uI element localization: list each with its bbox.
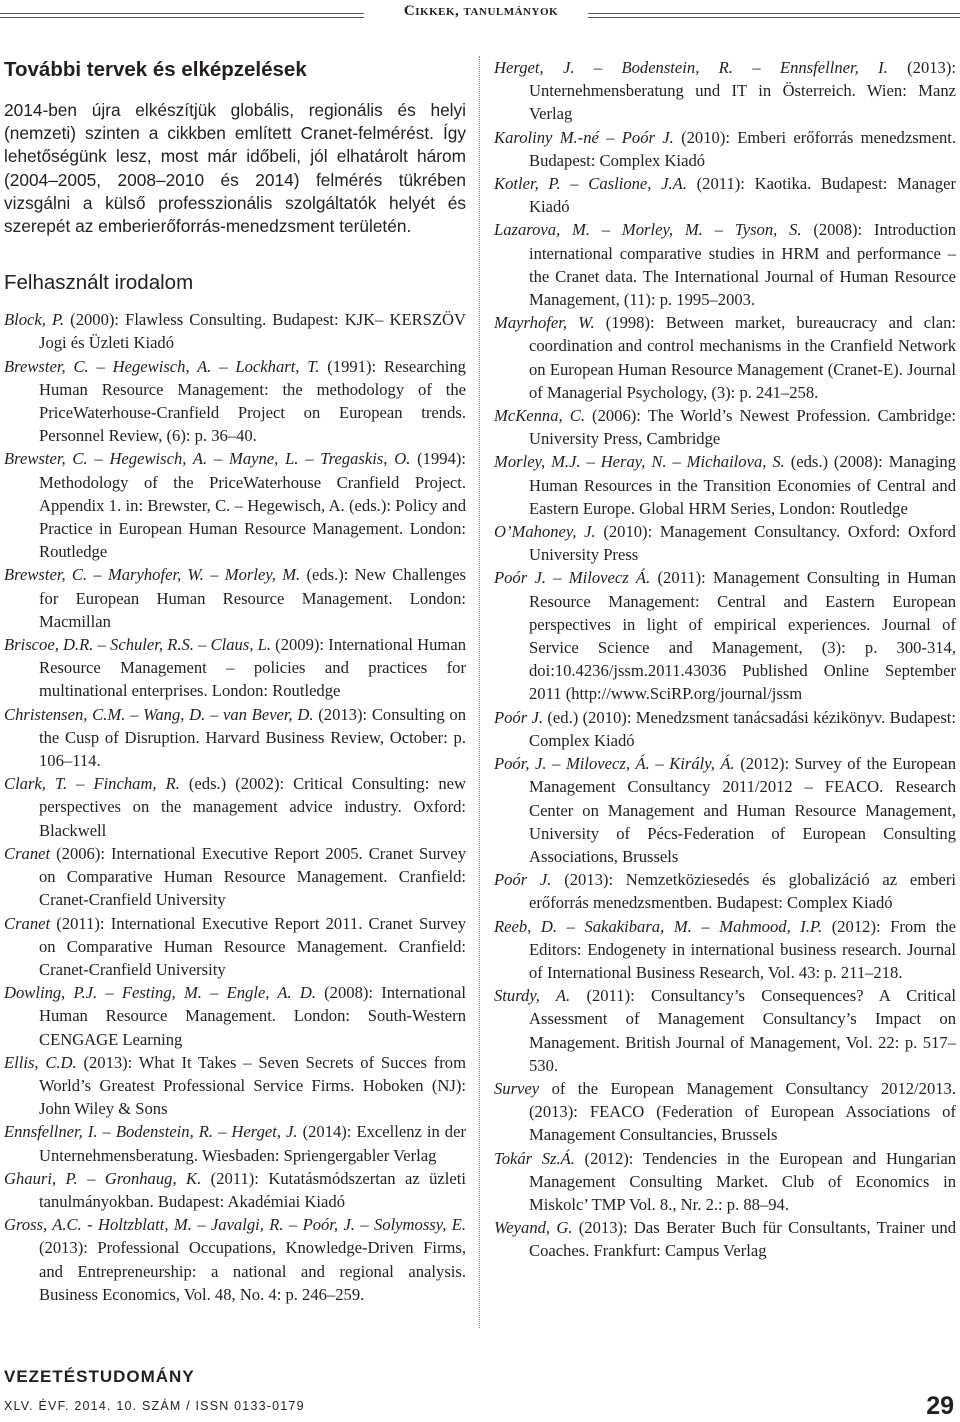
reference-text: (2012): Survey of the European Management Consultancy 2011/2012 – FEACO. Research Center on Management and Human Resource Management, University of Pécs-Federation of European Consulting Associations, Brussels [529, 754, 956, 866]
reference-text: (2006): International Executive Report 2005. Cranet Survey on Comparative Human Resource Management. Cranfield: Cranet-Cranfield University [39, 843, 466, 910]
reference-item [494, 915, 956, 985]
column-divider [479, 56, 480, 1328]
reference-text: (1994): Methodology of the PriceWaterhouse Cranfield Project. Appendix 1. in: Brewster, C. – Hegewisch, A. (eds.): Policy and Practice in European Human Resource Management. London: Routledge [39, 449, 466, 562]
reference-authors: Karoliny M.-né – Poór J. [494, 127, 674, 147]
reference-item [494, 1147, 956, 1217]
reference-item [494, 172, 956, 218]
header-rule-left [0, 13, 364, 15]
reference-authors: Poór, J. – Milovecz, Á. – Király, Á. [494, 754, 735, 774]
reference-authors: Tokár Sz.Á. [494, 1148, 575, 1168]
reference-text: (eds.) (2008): Managing Human Resources in the Transition Economies of Central and Eastern Europe. Global HRM Series, London: Routledge [529, 452, 956, 518]
reference-authors: Brewster, C. – Maryhofer, W. – Morley, M. [4, 565, 301, 585]
reference-item [4, 563, 466, 633]
reference-item [494, 311, 956, 404]
reference-item [494, 1077, 956, 1147]
reference-authors: Weyand, G. [494, 1218, 573, 1238]
reference-authors: Ghauri, P. – Gronhaug, K. [4, 1168, 202, 1188]
reference-item [494, 752, 956, 868]
reference-text: (eds.) (2002): Critical Consulting: new perspectives on the management advice industry. Oxford: Blackwell [39, 774, 466, 840]
reference-text: (2008): Introduction international comparative studies in HRM and performance – the Cranet data. The International Journal of Human Resource Management, (11): p. 1995–2003. [529, 220, 956, 310]
reference-text: (2008): International Human Resource Management. London: South-Western CENGAGE Learning [39, 983, 466, 1049]
reference-text: (2011): International Executive Report 2011. Cranet Survey on Comparative Human Resource Management. Cranfield: Cranet-Cranfield University [39, 913, 466, 979]
reference-text: (2013): Nemzetköziesedés és globalizáció az emberi erőforrás menedzsmentben. Budapest: Complex Kiadó [529, 870, 956, 913]
reference-authors: Brewster, C. – Hegewisch, A. – Mayne, L. – Tregaskis, O. [4, 449, 411, 469]
reference-text: (1991): Researching Human Resource Management: the methodology of the PriceWaterhouse-Cranfield Project on European trends. Personnel Review, (6): p. 36–40. [39, 356, 466, 446]
reference-item [494, 404, 956, 450]
page-number: 29 [926, 1392, 954, 1420]
reference-authors: Cranet [4, 913, 51, 933]
issue-info: XLV. ÉVF. 2014. 10. SZÁM / ISSN 0133-0179 [4, 1399, 305, 1413]
reference-item [4, 308, 466, 354]
right-column [494, 56, 956, 1263]
reference-item [494, 706, 956, 752]
reference-item [494, 520, 956, 566]
reference-text: (2013): Unternehmensberatung und IT in Österreich. Wien: Manz Verlag [529, 58, 956, 124]
reference-item [4, 1213, 466, 1306]
header-rule-right [588, 13, 960, 14]
reference-authors: Survey [494, 1078, 540, 1098]
reference-authors: Poór J. [494, 707, 544, 727]
reference-text: (2014): Excellenz in der Unternehmensberatung. Wiesbaden: Spriengergabler Verlag [39, 1122, 466, 1165]
reference-authors: O’Mahoney, J. [494, 522, 596, 542]
section-label: Cikkek, tanulmányok [403, 3, 559, 19]
reference-list-left [4, 308, 466, 1306]
reference-item [4, 842, 466, 912]
reference-authors: Poór J. [494, 870, 552, 890]
reference-text: (2011): Consultancy’s Consequences? A Critical Assessment of Management Consultancy’s Impact on Management. British Journal of Management, Vol. 22: p. 517–530. [529, 986, 957, 1075]
reference-authors: Poór J. – Milovecz Á. [494, 568, 651, 588]
reference-text: of the European Management Consultancy 2012/2013. (2013): FEACO (Federation of European Associations of Management Consultancies, Brussels [529, 1078, 956, 1145]
reference-item [4, 355, 466, 448]
reference-text: (2006): The World’s Newest Profession. Cambridge: University Press, Cambridge [529, 406, 956, 449]
reference-item [494, 1216, 956, 1262]
reference-item [494, 450, 956, 520]
reference-authors: Briscoe, D.R. – Schuler, R.S. – Claus, L. [4, 635, 272, 655]
reference-text: (2013): Consulting on the Cusp of Disruption. Harvard Business Review, October: p. 106–114. [39, 704, 466, 771]
reference-item [494, 126, 956, 172]
reference-authors: Block, P. [4, 310, 65, 330]
reference-authors: Sturdy, A. [494, 986, 571, 1006]
reference-authors: Cranet [4, 843, 51, 863]
journal-title: VEZETÉSTUDOMÁNY [4, 1367, 195, 1386]
references-heading: Felhasznált irodalom [4, 271, 194, 295]
reference-text: (2012): From the Editors: Endogenety in international business research. Journal of International Business Research, Vol. 43: p. 211–218. [529, 916, 956, 982]
reference-text: (2012): Tendencies in the European and Hungarian Management Consulting Market. Club of Economics in Miskolc’ TMP Vol. 8., Nr. 2.: p. 88–94. [529, 1148, 956, 1214]
reference-item [4, 981, 466, 1051]
reference-text: (2011): Kutatásmódszertan az üzleti tanulmányokban. Budapest: Akadémiai Kiadó [39, 1168, 466, 1211]
reference-item [4, 1051, 466, 1121]
reference-item [4, 447, 466, 563]
reference-item [4, 772, 466, 842]
reference-text: (eds.): New Challenges for European Human Resource Management. London: Macmillan [39, 565, 466, 631]
reference-authors: Kotler, P. – Caslione, J.A. [494, 174, 687, 194]
reference-authors: Mayrhofer, W. [494, 313, 595, 333]
header-rule-left-2 [0, 17, 364, 18]
reference-authors: Brewster, C. – Hegewisch, A. – Lockhart, T. [4, 356, 320, 376]
left-column [4, 56, 466, 1306]
reference-text: (ed.) (2010): Menedzsment tanácsadási kézikönyv. Budapest: Complex Kiadó [529, 707, 956, 750]
reference-text: (2013): Das Berater Buch für Consultants, Trainer und Coaches. Frankfurt: Campus Verlag [529, 1218, 956, 1261]
header-rule-right-2 [588, 17, 960, 18]
reference-item [494, 56, 956, 126]
reference-authors: Morley, M.J. – Heray, N. – Michailova, S. [494, 452, 785, 472]
reference-authors: Ellis, C.D. [4, 1052, 77, 1072]
reference-item [494, 984, 956, 1077]
reference-text: (2011): Kaotika. Budapest: Manager Kiadó [529, 174, 957, 217]
reference-item [4, 633, 466, 703]
reference-text: (2013): What It Takes – Seven Secrets of Succes from World’s Greatest Professional Service Firms. Hoboken (NJ): John Wiley & Sons [39, 1052, 466, 1119]
reference-authors: Dowling, P.J. – Festing, M. – Engle, A. D. [4, 983, 316, 1003]
reference-authors: Lazarova, M. – Morley, M. – Tyson, S. [494, 220, 802, 240]
reference-text: (2010): Emberi erőforrás menedzsment. Budapest: Complex Kiadó [529, 127, 956, 170]
reference-item [4, 912, 466, 982]
reference-text: (2009): International Human Resource Management – policies and practices for multinational enterprises. London: Routledge [39, 635, 466, 701]
reference-item [4, 1120, 466, 1166]
reference-item [4, 703, 466, 773]
reference-authors: Christensen, C.M. – Wang, D. – van Bever, D. [4, 704, 314, 724]
reference-text: (2010): Management Consultancy. Oxford: Oxford University Press [529, 522, 956, 565]
reference-authors: McKenna, C. [494, 406, 585, 426]
section-heading: További tervek és elképzelések [4, 58, 307, 81]
reference-authors: Reeb, D. – Sakakibara, M. – Mahmood, I.P. [494, 916, 823, 936]
reference-authors: Herget, J. – Bodenstein, R. – Ennsfellner, I. [494, 58, 888, 77]
reference-authors: Ennsfellner, I. – Bodenstein, R. – Herget, J. [4, 1122, 298, 1142]
reference-text: (2013): Professional Occupations, Knowledge-Driven Firms, and Entrepreneurship: a national and regional analysis. Business Economics, Vol. 48, No. 4: p. 246–259. [39, 1238, 466, 1304]
reference-authors: Clark, T. – Fincham, R. [4, 774, 180, 794]
reference-list-right [494, 56, 956, 1263]
reference-authors: Gross, A.C. - Holtzblatt, M. – Javalgi, R. – Poór, J. – Solymossy, E. [4, 1215, 466, 1235]
body-paragraph: 2014-ben újra elkészítjük globális, regionális és helyi (nemzeti) szinten a cikkben említett Cranet-felmérést. Így lehetőségünk lesz, most már időbeli, jól elhatárolt három (2004–2005, 2008–2010 és 2014) felmérés tükrében vizsgálni a külső professzionális szolgáltatók helyét és szerepét az emberierőforrás-menedzsment területén. [4, 100, 466, 237]
reference-item [494, 868, 956, 914]
reference-item [4, 1167, 466, 1213]
reference-text: (2011): Management Consulting in Human Resource Management: Central and Eastern European perspectives in light of empirical experiences. Journal of Service Science and Management, (3): p. 300-314, doi:10.4236/jssm.2011.43036 Published Online September 2011 (http://www.SciRP.org/journal/jssm [529, 568, 956, 704]
reference-item [494, 218, 956, 311]
reference-text: (1998): Between market, bureaucracy and clan: coordination and control mechanisms in the Cranfield Network on European Human Resource Management (Cranet-E). Journal of Managerial Psychology, (3): p. 241–258. [529, 313, 956, 402]
reference-item [494, 566, 956, 705]
reference-text: (2000): Flawless Consulting. Budapest: KJK– KERSZÖV Jogi és Üzleti Kiadó [39, 310, 466, 353]
